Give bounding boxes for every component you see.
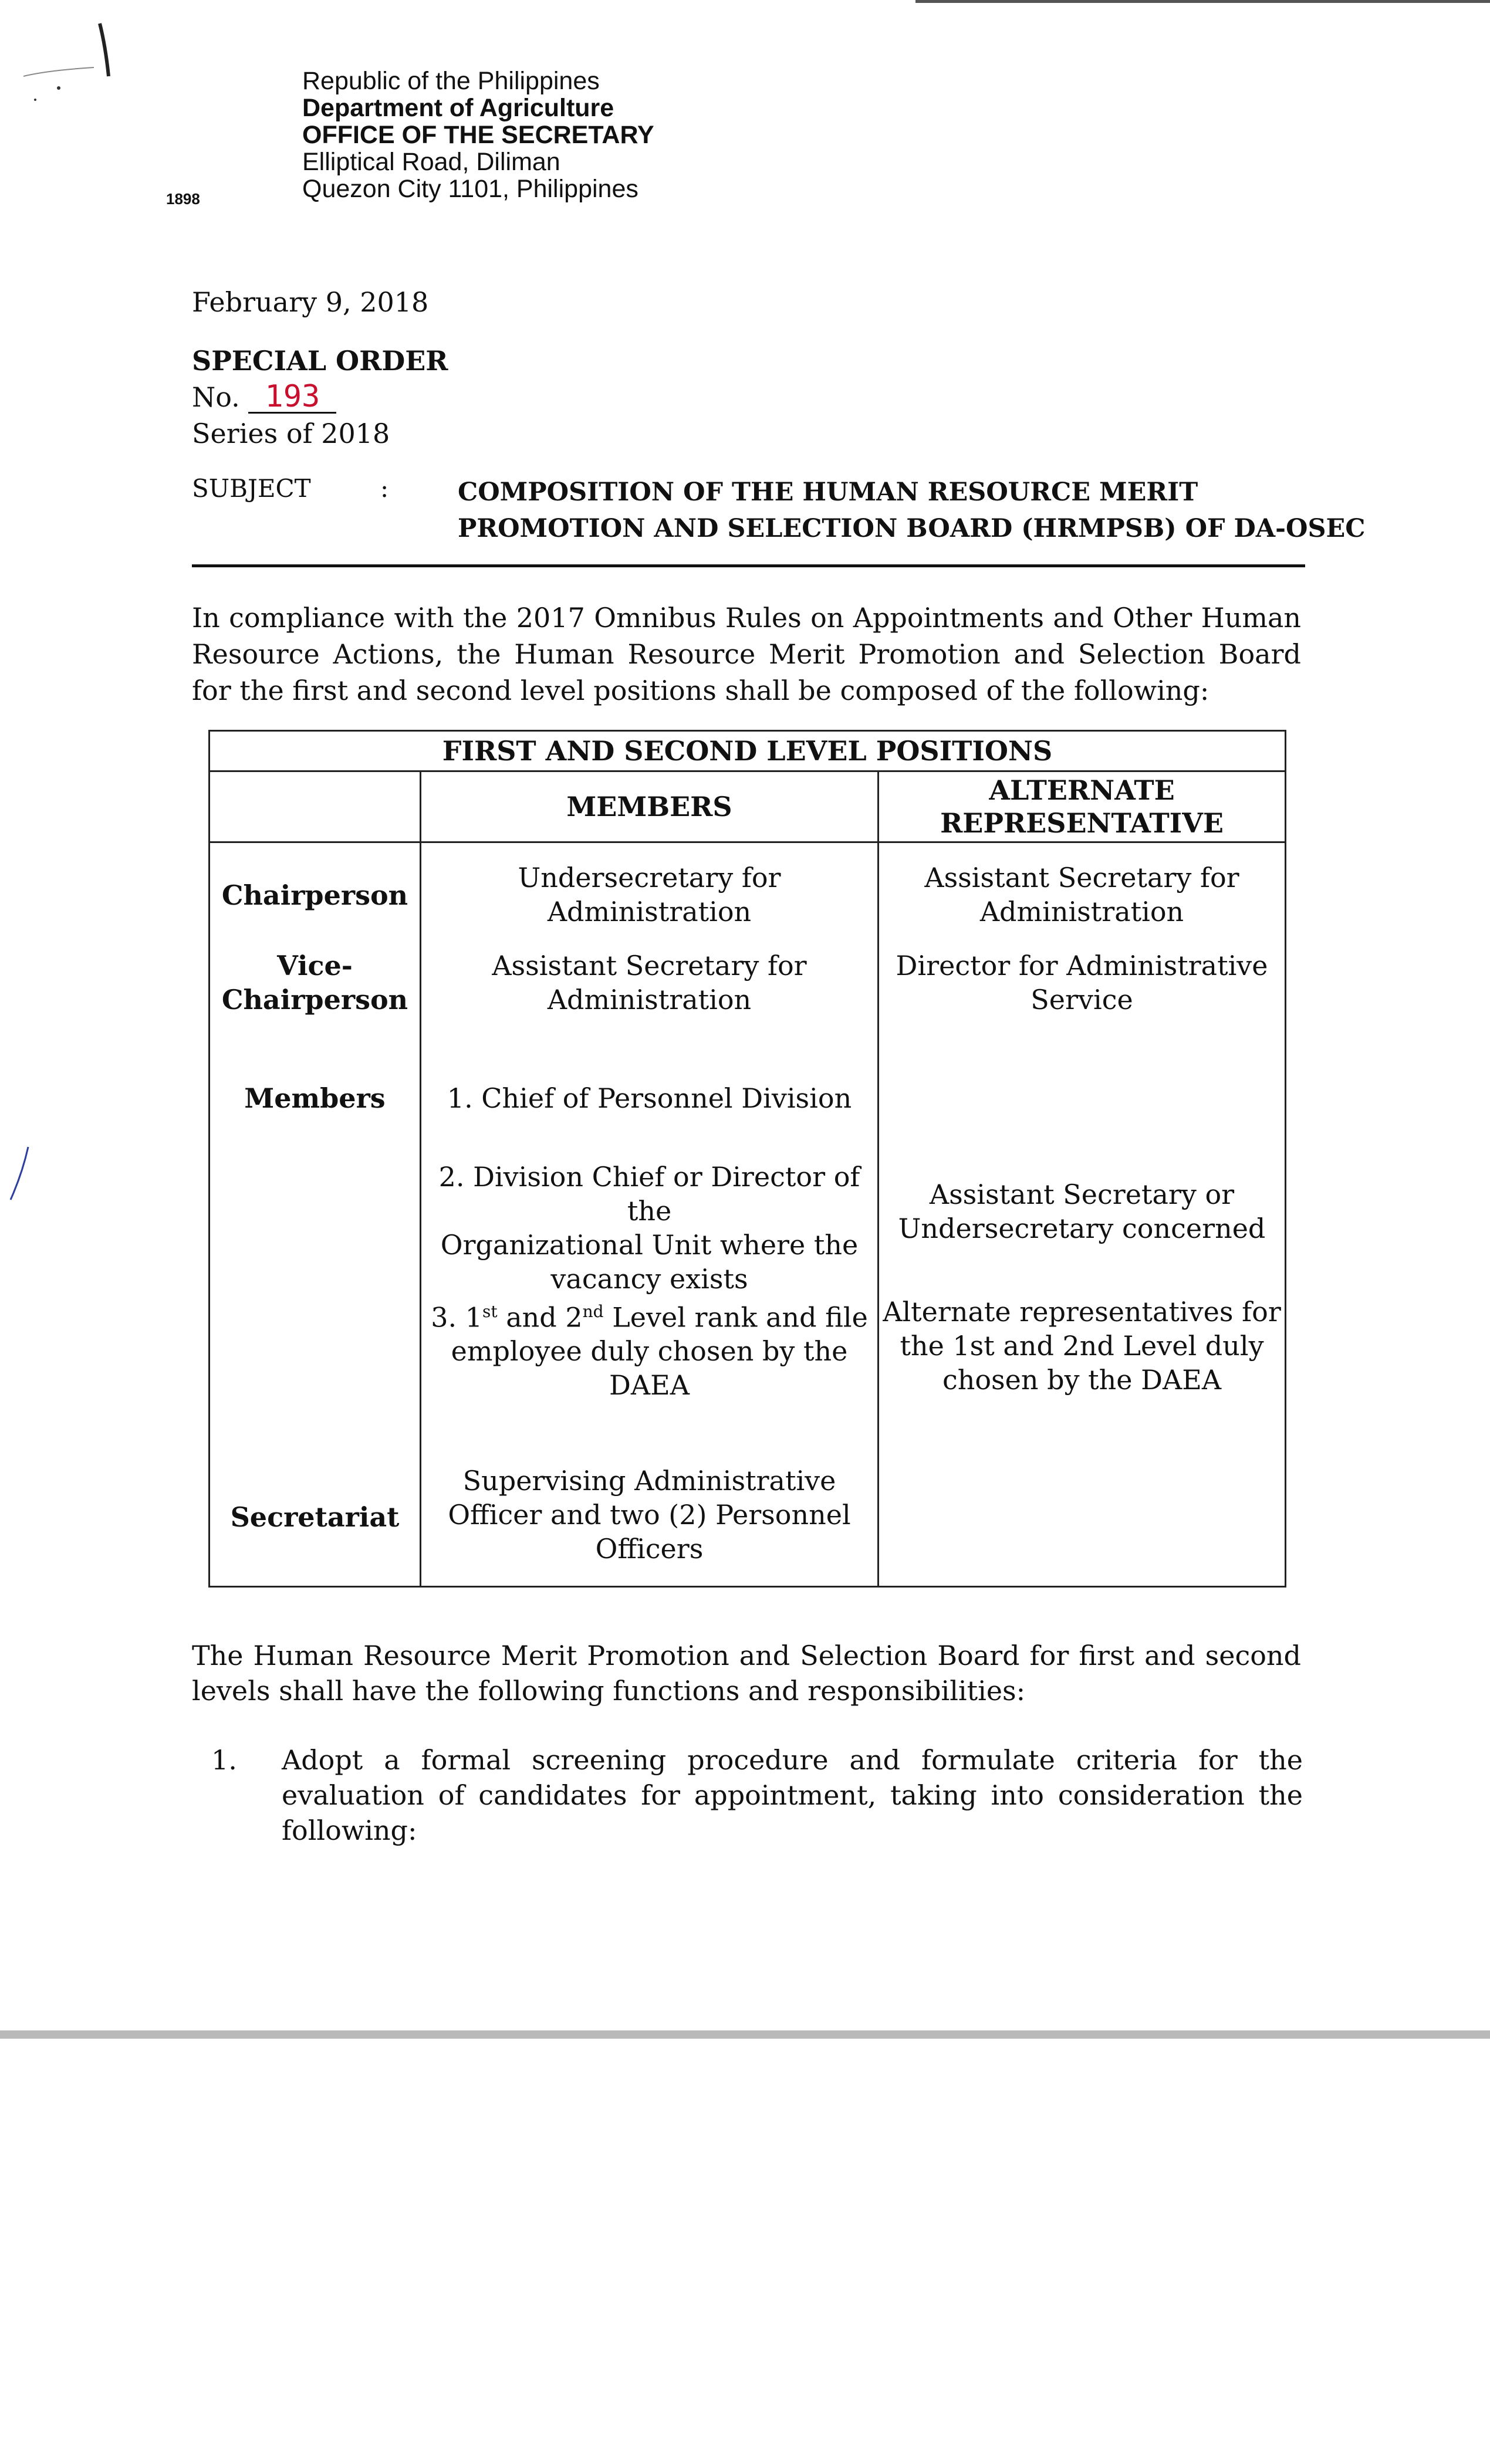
letterhead-address-1: Elliptical Road, Diliman (302, 148, 560, 176)
role-members: Members (244, 1082, 386, 1114)
chair-alternate-line-2: Administration (979, 896, 1184, 928)
member-2-alternate-line-2: Undersecretary concerned (898, 1213, 1266, 1244)
order-series: Series of 2018 (192, 418, 390, 449)
margin-pen-mark (5, 1144, 34, 1203)
order-title: SPECIAL ORDER (192, 345, 448, 377)
header-alternate-line-2: REPRESENTATIVE (940, 807, 1224, 839)
member-2-alternate-line-1: Assistant Secretary or (929, 1179, 1235, 1210)
member-3-alternate-line-2: the 1st and 2nd Level duly (900, 1330, 1264, 1362)
member-3-sup-2: nd (582, 1302, 604, 1321)
role-vice-line-1: Vice- (277, 950, 353, 981)
table-header-row (210, 771, 1286, 842)
subject-line-2: PROMOTION AND SELECTION BOARD (HRMPSB) OF DA-OSEC (458, 514, 1366, 543)
vice-member (421, 949, 877, 1017)
role-chairperson: Chairperson (221, 879, 408, 911)
table-title: FIRST AND SECOND LEVEL POSITIONS (210, 731, 1286, 771)
scan-edge-line (915, 0, 1490, 3)
header-alternate-line-1: ALTERNATE (989, 774, 1175, 806)
letterhead (302, 67, 654, 202)
seal-year: 1898 (166, 190, 200, 208)
secretariat-line-1: Supervising Administrative (462, 1465, 836, 1497)
subject-label: SUBJECT (192, 474, 311, 503)
role-vice-chairperson (210, 949, 420, 1017)
subject-colon: : (380, 474, 389, 503)
order-number-label: No. (192, 381, 240, 413)
chair-alternate-line-1: Assistant Secretary for (924, 862, 1239, 893)
member-3-post: Level rank and file (603, 1301, 868, 1333)
member-3-mid: and 2 (497, 1301, 583, 1333)
member-2 (421, 1160, 877, 1296)
member-3-pre: 3. 1 (431, 1301, 482, 1333)
order-number-value: 193 (248, 381, 336, 414)
vice-alternate-line-1: Director for Administrative (896, 950, 1268, 981)
chair-member-line-1: Undersecretary for (518, 862, 781, 893)
member-2-line-2: Organizational Unit where the (440, 1229, 859, 1261)
order-date: February 9, 2018 (192, 286, 429, 318)
intro-paragraph: In compliance with the 2017 Omnibus Rules on Appointments and Other Human Resource Actions, the Human Resource Merit Promotion and Selection Board for the first and second level positions shall be composed of the following: (192, 602, 1301, 706)
chair-member (421, 861, 877, 929)
role-secretariat: Secretariat (230, 1501, 400, 1533)
member-3-alternate-line-3: chosen by the DAEA (942, 1364, 1222, 1396)
letterhead-republic: Republic of the Philippines (302, 67, 600, 95)
vice-alternate-line-2: Service (1031, 984, 1133, 1016)
table-title-row (210, 731, 1286, 771)
header-alternate (879, 771, 1286, 842)
header-members: MEMBERS (421, 771, 879, 842)
letterhead-office: OFFICE OF THE SECRETARY (302, 121, 654, 149)
member-2-alternate (879, 1177, 1285, 1245)
member-3-line-1 (421, 1295, 877, 1334)
letterhead-address-2: Quezon City 1101, Philippines (302, 175, 638, 203)
member-3 (421, 1295, 877, 1402)
members-column (421, 842, 879, 1587)
header-blank (210, 771, 421, 842)
vice-member-line-1: Assistant Secretary for (492, 950, 807, 981)
vice-member-line-2: Administration (547, 984, 752, 1016)
alternates-column (879, 842, 1286, 1587)
secretariat-member (421, 1464, 877, 1566)
member-2-line-1: 2. Division Chief or Director of the (438, 1161, 860, 1227)
secretariat-line-2: Officer and two (2) Personnel (448, 1499, 851, 1531)
table-body-row (210, 842, 1286, 1587)
member-3-line-3: DAEA (609, 1369, 690, 1402)
subject-text (458, 474, 1366, 547)
scan-smudge-marks (12, 12, 117, 117)
function-item-1-number: 1. (211, 1744, 237, 1776)
chair-member-line-2: Administration (547, 896, 752, 928)
functions-paragraph: The Human Resource Merit Promotion and Selection Board for first and second levels shall have the following functions and responsibilities: (192, 1640, 1301, 1707)
composition-table (208, 730, 1286, 1588)
member-3-sup-1: st (482, 1302, 498, 1321)
member-3-alternate-line-1: Alternate representatives for (883, 1296, 1281, 1328)
member-3-line-2: employee duly chosen by the (451, 1335, 848, 1368)
secretariat-line-3: Officers (595, 1533, 704, 1565)
roles-column (210, 842, 421, 1587)
function-item-1-text: Adopt a formal screening procedure and formulate criteria for the evaluation of candidates for appointment, taking into consideration the following: (282, 1744, 1303, 1846)
member-3-alternate (879, 1295, 1285, 1397)
member-1: 1. Chief of Personnel Division (447, 1082, 852, 1114)
role-vice-line-2: Chairperson (221, 984, 408, 1016)
chair-alternate (879, 861, 1285, 929)
vice-alternate (879, 949, 1285, 1017)
order-number (192, 381, 336, 414)
letterhead-department: Department of Agriculture (302, 94, 614, 122)
subject-line-1: COMPOSITION OF THE HUMAN RESOURCE MERIT (458, 478, 1198, 507)
subject-divider (192, 564, 1305, 567)
member-2-line-3: vacancy exists (550, 1263, 748, 1295)
